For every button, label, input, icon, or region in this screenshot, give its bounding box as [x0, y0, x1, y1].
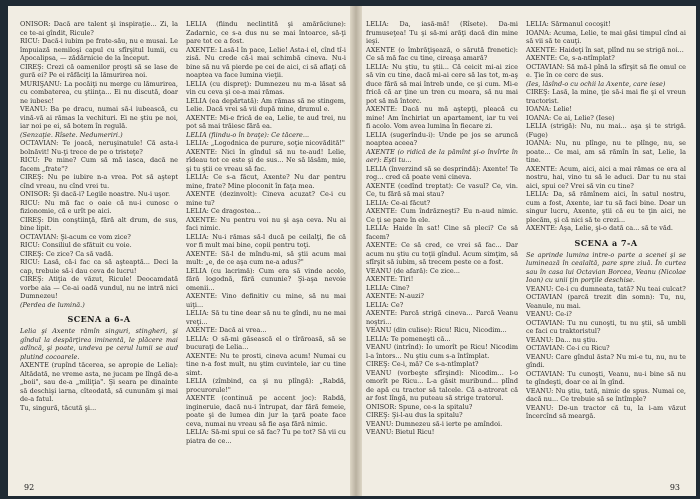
- left-page-column-2: [186, 20, 346, 445]
- dialogue-line: LELIA (cu dispreţ): Dumnezeu nu m-a lăsat să vin cu ceva şi ce-a mai rămas.: [186, 79, 346, 96]
- dialogue-line: AXENTE: Nu pentru voi nu şi aşa ceva. Nu ai faci nimic.: [186, 215, 346, 232]
- dialogue-line: VEANU: Nu ştiu, tată, nimic de spus. Numai ce, dacă nu... Ce trebuie să se întîmple?: [526, 386, 686, 403]
- left-page: [20, 20, 346, 486]
- dialogue-line: AXENTE: Tiri!: [366, 275, 414, 283]
- dialogue-line: VEANU: De-un tractor că tu, la i-am văzut încercînd să meargă.: [526, 403, 686, 420]
- dialogue-line: AXENTE: Haideţi în sat, plînd nu se strigă noi...: [526, 45, 684, 54]
- dialogue-line: ONISOR: Dacă are talent şi inspiraţie... Zi, la ce te-ai gîndit, Ricule?: [20, 20, 178, 37]
- dialogue-line: IOANA: Acuma, Lelie, te mai găsi timpul cînd ai să vii să te cauţi.: [526, 28, 686, 45]
- dialogue-line: LELIA (fiindu neclintită şi amărăciune): Zadarnic, ce s-a dus nu se mai întoarce, să-ţi pare tot ce a fost.: [186, 20, 346, 45]
- dialogue-line: AXENTE: N-auzi?: [366, 292, 425, 300]
- dialogue-line: LELIA (sugerîndu-i): Unde pe jos se aruncă noaptea aceea?: [366, 130, 518, 147]
- dialogue-line: LELIA (strigă): Nu, nu mai... aşa şi te strigă. (Fuge): [526, 122, 686, 139]
- dialogue-line: LELIA: Nu-i rămas să-l ducă pe ceilalţi, fie că vor fi mult mai bine, copii pentru toţi.: [186, 232, 346, 249]
- dialogue-line: Se aprinde lumina intre-o parte a scenei şi se luminează în cealaltă, pare spre ziuă. În curtea sau în casa lui Octavian Borcea, Veanu (Nicolae Ioan) cu unii ţin porţile deschise.: [526, 250, 686, 284]
- dialogue-line: RICU: Dacă-i iubim pe frate-său, nu e musai. Le împuiază nemiloşi capul cu sfîrşitul lumii, cu Apocalipsa, — zădărnicie de la început.: [20, 37, 178, 62]
- dialogue-line: LELIA: Ce s-a făcut, Axente? Nu dar pentru mine, frate? Mine ploconit în faţa mea.: [186, 173, 346, 190]
- dialogue-line: (Perdea de lumină.): [20, 300, 85, 309]
- scene-heading: SCENA a 7-A: [574, 237, 638, 248]
- dialogue-line: AXENTE (o îmbrăţişează, o sărută frenetic): Ce să mă fac cu tine, cireaşa amară?: [366, 45, 518, 62]
- dialogue-line: LELIA: Haide în sat! Cine să pleci? Ce să facem?: [366, 224, 518, 241]
- dialogue-line: AXENTE (cedînd treptat): Ce vasul? Ce, vin. Ce, tu fără să mai stau?: [366, 181, 518, 198]
- dialogue-line: LELIA: Să tu tine dear să nu te gîndi, nu ne mai vreţi...: [186, 309, 346, 326]
- dialogue-line: LELIA: Să-mi spui ce să fac? Tu pe tot? Să vii cu piatra de ce...: [186, 428, 346, 445]
- dialogue-line: Tu, singură, tăcută şi...: [20, 403, 97, 412]
- dialogue-line: VEANU: Ba pe dracu, numai să-i iubească, cu vină-vă ai rămas la vechituri. Ei ne ştiu pe noi, iar noi pe ei, să botem în regulă.: [20, 105, 178, 130]
- dialogue-line: ONISOR: Şi dacă-i? Legile noastre. Nu-i uşor.: [20, 190, 171, 198]
- dialogue-line: VEANU: Bietul Ricu!: [366, 428, 435, 436]
- dialogue-line: RICU: Lasă, că-i fac ca să aşteaptă... Deci la cap, trebuie să-i dau ceva de lucru!: [20, 258, 178, 275]
- dialogue-line: LELIA: Cine?: [366, 283, 410, 292]
- dialogue-line: MURIŞANU: La pocăiţi nu merge cu lămurirea, cu combaterea, cu ştiinţa... Ei nu discută, doar ne iubesc!: [20, 79, 178, 105]
- dialogue-line: (Senzaţie. Rîsete. Nedumeriri.): [20, 130, 123, 139]
- dialogue-line: OCTAVIAN (parcă trezit din somn): Tu, nu, Veanule, nu mai.: [526, 293, 686, 310]
- dialogue-line: AXENTE: Cum îndrăzneşti? Eu n-aud nimic. Ce ţi se pare în ele.: [366, 207, 518, 224]
- dialogue-line: IOANA: Nu, nu plînge, nu te plînge, nu, se poate... Ce mai, am să rămîn în sat, Lelie, la tine.: [526, 139, 686, 164]
- dialogue-line: (Ies, lăsînd-o cu ochii la Axente, care iese): [526, 79, 666, 88]
- dialogue-line: VEANU: Da... nu ştiu.: [526, 335, 598, 344]
- dialogue-line: RICU: Consiliul de sfătuit cu voie.: [20, 241, 132, 249]
- dialogue-line: AXENTE: Dacă ai vrea...: [186, 326, 267, 334]
- dialogue-line: LELIA: Ce-ai făcut?: [366, 198, 431, 207]
- dialogue-line: OCTAVIAN: Şi-acum ce vom zice?: [20, 232, 131, 241]
- dialogue-line: VEANU: Ce-i?: [526, 310, 572, 318]
- dialogue-line: CIREŞ: Lasă, la mine, ţie să-i mai fie şi el vreun tractorist.: [526, 88, 686, 105]
- dialogue-line: LELIA: Da, iasă-mă! (Rîsete). Da-mi frumuseţea! Tu şi să-mi arăţi dacă din mine ieşi.: [366, 20, 518, 45]
- dialogue-line: LELIA (ea depărtată): Am rămas să ne stingem, Lelie. Dacă vrei să vii după mine, drumul e.: [186, 96, 346, 113]
- dialogue-line: RICU: Pe mine? Cum să mă iasca, dacă ne facem „frate"?: [20, 156, 178, 173]
- right-page-number: 93: [669, 483, 680, 492]
- dialogue-line: LELIA: Da, să rămînem aici, în satul nostru, cum a fost, Axente, iar tu să faci bine. Doar un singur lucru, Axente, ştii că eu te ţin aici, ne plecăm, şi că nici să te crezi...: [526, 190, 686, 224]
- dialogue-line: OCTAVIAN: Te joacă, neruşinatule! Că asta-i bolnăvit! Nu-ţi trece de pe o tristeţe?: [20, 139, 178, 156]
- dialogue-line: AXENTE: Lasă-l în pace, Lelie! Asta-i el, cînd tî-i zisă. Nu crede că-i mai schimbă cineva. Nu-i bine să nu vă pierde pe cei de aici, ci să aflaţi că noaptea va face lumina vieţii.: [186, 45, 346, 79]
- dialogue-line: OCTAVIAN: Tu cunoşti, Veanu, nu-i bine să nu te gîndeşti, doar ce ai în gînd.: [526, 369, 686, 386]
- dialogue-line: AXENTE: Parcă strigă cineva... Parcă Veanu noştri...: [366, 309, 518, 326]
- dialogue-line: ONISOR: Spune, ce-s la spitalu?: [366, 402, 473, 411]
- dialogue-line: IOANA: Ce ai, Lelie? (Iese): [526, 113, 615, 122]
- dialogue-line: VEANU: Dumnezeu să-i ierte pe amîndoi.: [366, 419, 503, 428]
- dialogue-line: AXENTE: Vino definitiv cu mine, să nu mai uiţi...: [186, 292, 346, 309]
- dialogue-line: RICU: Nu mă fac o oaie că nu-i cunosc o fizionomie, că e urît pe aici.: [20, 198, 178, 215]
- dialogue-line: AXENTE: Nici în gîndul să nu te-aud! Lelie, rîdeau tot ce este şi de sus... Ne să lăsăm, mie, şi tu ştii ce vreau să fac.: [186, 147, 346, 173]
- dialogue-line: AXENTE: Dacă nu mă aştepţi, pleacă cu mine! Am închiriat un apartament, iar tu vei fi acolo. Vom avea lumina în fiecare zi.: [366, 105, 518, 130]
- dialogue-line: CIREŞ: Atiţia de văzut, Ricule! Deocamdată vorbe aia — Ce-ai oadă vundul, nu ne intră nici Dumnezeu!: [20, 275, 178, 300]
- dialogue-line: LELIA (înverzind să se desprindă): Axente! Te rog... cred că poate veni cineva.: [366, 164, 518, 181]
- dialogue-line: AXENTE: Mi-e frică de ea, Lelie, te aud trei, nu pot să mai trăiesc fără ea.: [186, 113, 346, 130]
- dialogue-line: AXENTE (continuă pe accent joc): Rabdă, ingineruie, dacă nu-i întrupat, dar fără femeie, poate şi de lumea din jur la ţară poate face ceva, numai nu vreau să fie aşa fără nimic.: [186, 394, 346, 428]
- left-page-column-1: [20, 20, 178, 412]
- scene-heading: SCENA a 6-A: [67, 314, 131, 324]
- dialogue-line: VEANU (din culise): Ricu! Ricu, Nicodim...: [366, 326, 507, 334]
- dialogue-line: CIREŞ: Şi-l-au dus la spitalu?: [366, 411, 463, 419]
- dialogue-line: AXENTE (dezinvolt): Cineva acuzat? Ce-i cu mine tu?: [186, 190, 346, 207]
- dialogue-line: AXENTE: Ce să cred, ce vrei să fac... Dar acum nu ştiu cu toţii gîndul. Acum simţim, să sfîrşit să iubim, să trecem peste ce a fost.: [366, 241, 518, 266]
- dialogue-line: OCTAVIAN: Să mă-l pînă la sfîrşit să fie omul ce e. Ţie în ce cerc de sus.: [526, 62, 686, 79]
- dialogue-line: Lelia şi Axente rămîn singuri, stingheri, şi gîndul la despărţirea iminentă, le plăcere mai adîncă, şi poate, undeva pe cerul lumii se aud plutind cocoarele.: [20, 327, 178, 361]
- book-spread: [8, 6, 696, 496]
- dialogue-line: AXENTE: Să-l de mîndu-mi, să ştii acum mai mult: „e, de ce aşa cum ne-a adus?": [186, 249, 346, 266]
- dialogue-line: AXENTE: Aşa, Lelie, şi-o dată ca... să te văd.: [526, 224, 673, 232]
- dialogue-line: VEANU (intrînd): Io umorît pe Ricu! Nicodim l-a întors... Nu ştiu cum s-a întîmplat.: [366, 343, 518, 360]
- dialogue-line: CIREŞ: Ce-i, mă? Ce s-a-ntîmplat?: [366, 360, 479, 368]
- dialogue-line: LELIA: Ce dragostea...: [186, 207, 261, 215]
- dialogue-line: CIREŞ: Crezi că oamenilor proşti să se lase de gură ei? Pe ei răfăciţi la lămurirea noi.: [20, 62, 178, 79]
- dialogue-line: AXENTE: Nu te prosti, cineva acum! Numai cu tine n-a fost mult, nu ştim cuvintele, iar cu tine simt.: [186, 351, 346, 377]
- right-page-column-2: [526, 20, 686, 421]
- dialogue-line: LELIA (zîmbind, ca şi nu plîngă): „Rabdă, procurorule!": [186, 377, 346, 394]
- left-page-number: 92: [24, 483, 35, 492]
- dialogue-line: AXENTE (o ridică de la pămînt şi-o învîrte în aer): Eşti tu...: [366, 147, 518, 164]
- dialogue-line: VEANU (de afară): Ce zice...: [366, 266, 460, 275]
- dialogue-line: IOANA: Lelie!: [526, 105, 573, 113]
- dialogue-line: AXENTE: Ce, s-a-ntîmplat?: [526, 54, 615, 62]
- dialogue-line: LELIA: „Logodnica de purure, soţie nicovădită!": [186, 139, 345, 147]
- dialogue-line: LELIA: Nu ştiu, tu ştii... Că ceicit mi-ai zice să vin cu tine, dacă mi-ai cere să las tot, m-aş duce fără să mai întreb unde, ce şi cum. Mi-e frică că ar ţine un tren cu moara, să nu mai pot să mă întorc.: [366, 62, 518, 105]
- dialogue-line: AXENTE: Acum, aici, aici a mai rămas ce era al nostru, hai, vino tu să le aduci. Dar tu nu stai aici, spui ce? Vrei să vin cu tine?: [526, 164, 686, 190]
- dialogue-line: CIREŞ: Nu pe iubire n-a vrea. Pot să aştept cînd vreau, nu cînd vrei tu.: [20, 173, 178, 190]
- dialogue-line: LELIA: Te pomeneşti că...: [366, 334, 451, 343]
- dialogue-line: VEANU: Ce-i cu dumneata, tată? Nu teai culcat?: [526, 284, 686, 293]
- dialogue-line: AXENTE (rupînd tăcerea, se apropie de Lelia): Altădată, ne vreme asta, ne jucam pe lîngă de-a „boii", sau de-a „miliţia". Şi seara pe dinainte să deschişi iarna, cîteodată, să cununăm şi mai de-a fatul.: [20, 361, 178, 403]
- dialogue-line: LELIA: O să-mi găsească el o tîrăroasă, să se bucuraţi de Lelia...: [186, 334, 346, 351]
- dialogue-line: LELIA: Sărmanul cocoşit!: [526, 20, 611, 28]
- dialogue-line: VEANU (vorbeşte sfîrşind): Nicodim... l-o omorît pe Ricu... L-a găsit muribund... plînd de apă cu tractor să talcele. Că a-ntrorat că ar fost lîngă, nu puteau să strige tratorul.: [366, 368, 518, 402]
- dialogue-line: LELIA: Ce?: [366, 300, 404, 309]
- dialogue-line: OCTAVIAN: Ce-i cu Ricu?: [526, 344, 610, 352]
- dialogue-line: OCTAVIAN: Tu nu cunoşti, tu nu ştii, să umbli ce faci cu traktoristul?: [526, 318, 686, 335]
- dialogue-line: LELIA (fiindu-o în braţe): Ce tăcere...: [186, 130, 310, 139]
- dialogue-line: CIREŞ: Ce zice? Ca să vadă.: [20, 249, 114, 258]
- right-page-column-1: [366, 20, 518, 437]
- dialogue-line: LELIA (cu lacrimă): Cum era să vinde acolo, fără logodnă, fără cununie? Şi-aşa nevoie omenii...: [186, 266, 346, 292]
- right-page: [366, 20, 686, 486]
- dialogue-line: CIREŞ: Din conştiinţă, fără alt drum, de sus, bine lipit.: [20, 215, 178, 232]
- book-gutter: [350, 6, 362, 496]
- dialogue-line: VEANU: Care gîndul ăsta? Nu mi-e tu, nu, nu te gîndi.: [526, 352, 686, 369]
